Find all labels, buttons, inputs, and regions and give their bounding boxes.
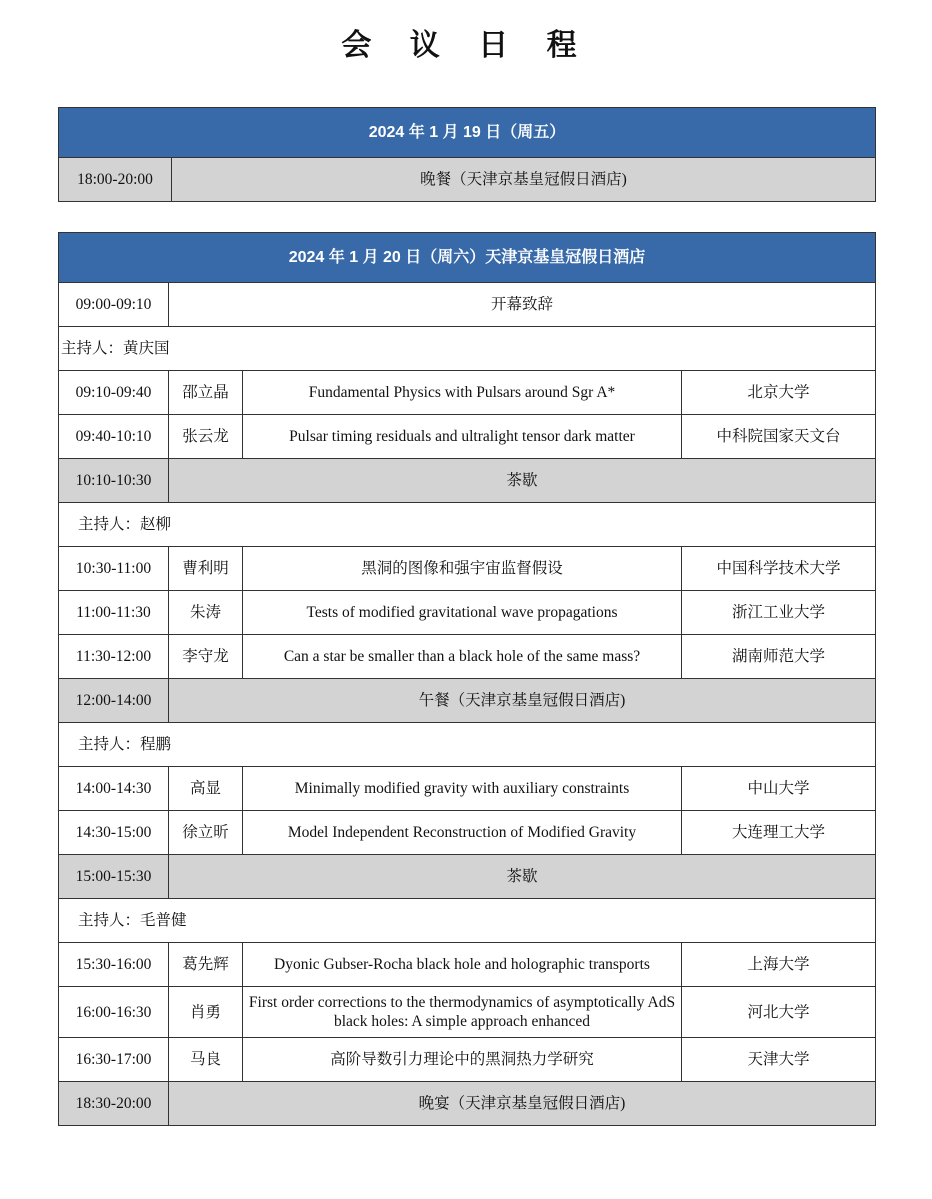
- talk-title: 黑洞的图像和强宇宙监督假设: [243, 547, 682, 591]
- break-row: [59, 1082, 876, 1126]
- session-host-row: [59, 503, 876, 547]
- break-row: [59, 459, 876, 503]
- session-host: 主持人：毛普健: [59, 899, 876, 943]
- time-slot: 18:00-20:00: [59, 158, 172, 202]
- break-row: [59, 855, 876, 899]
- talk-title: First order corrections to the thermodynamics of asymptotically AdS black holes: A simple approach enhanced: [243, 987, 682, 1038]
- day1-header: 2024 年 1 月 19 日（周五）: [59, 108, 876, 158]
- speaker-name: 张云龙: [169, 415, 243, 459]
- schedule-day1-table: [58, 107, 876, 202]
- time-slot: 16:00-16:30: [59, 987, 169, 1038]
- talk-row: [59, 591, 876, 635]
- time-slot: 10:30-11:00: [59, 547, 169, 591]
- event-name: 茶歇: [169, 855, 876, 899]
- speaker-name: 马良: [169, 1038, 243, 1082]
- affiliation: 浙江工业大学: [682, 591, 876, 635]
- affiliation: 中科院国家天文台: [682, 415, 876, 459]
- talk-row: [59, 635, 876, 679]
- talk-title: Tests of modified gravitational wave propagations: [243, 591, 682, 635]
- talk-row: [59, 987, 876, 1038]
- session-host: 主持人：黄庆国: [59, 327, 876, 371]
- speaker-name: 葛先辉: [169, 943, 243, 987]
- time-slot: 09:10-09:40: [59, 371, 169, 415]
- speaker-name: 徐立昕: [169, 811, 243, 855]
- talk-row: [59, 1038, 876, 1082]
- session-host-row: [59, 723, 876, 767]
- event-name: 晚餐（天津京基皇冠假日酒店): [172, 158, 876, 202]
- affiliation: 河北大学: [682, 987, 876, 1038]
- event-name: 开幕致辞: [169, 283, 876, 327]
- talk-title: Minimally modified gravity with auxiliary constraints: [243, 767, 682, 811]
- talk-row: [59, 767, 876, 811]
- time-slot: 11:30-12:00: [59, 635, 169, 679]
- time-slot: 12:00-14:00: [59, 679, 169, 723]
- talk-row: [59, 811, 876, 855]
- schedule-day2-table: [58, 232, 876, 1126]
- talk-row: [59, 943, 876, 987]
- affiliation: 上海大学: [682, 943, 876, 987]
- speaker-name: 邵立晶: [169, 371, 243, 415]
- event-name: 茶歇: [169, 459, 876, 503]
- time-slot: 09:00-09:10: [59, 283, 169, 327]
- time-slot: 18:30-20:00: [59, 1082, 169, 1126]
- time-slot: 15:30-16:00: [59, 943, 169, 987]
- affiliation: 中国科学技术大学: [682, 547, 876, 591]
- session-host-row: [59, 899, 876, 943]
- time-slot: 14:00-14:30: [59, 767, 169, 811]
- talk-row: [59, 415, 876, 459]
- break-row: [59, 158, 876, 202]
- affiliation: 中山大学: [682, 767, 876, 811]
- session-host-row: [59, 327, 876, 371]
- talk-title: Dyonic Gubser-Rocha black hole and holographic transports: [243, 943, 682, 987]
- time-slot: 09:40-10:10: [59, 415, 169, 459]
- speaker-name: 朱涛: [169, 591, 243, 635]
- break-row: [59, 679, 876, 723]
- time-slot: 11:00-11:30: [59, 591, 169, 635]
- time-slot: 16:30-17:00: [59, 1038, 169, 1082]
- event-name: 晚宴（天津京基皇冠假日酒店): [169, 1082, 876, 1126]
- affiliation: 大连理工大学: [682, 811, 876, 855]
- day2-header: 2024 年 1 月 20 日（周六）天津京基皇冠假日酒店: [59, 233, 876, 283]
- affiliation: 湖南师范大学: [682, 635, 876, 679]
- talk-row: [59, 547, 876, 591]
- event-row: [59, 283, 876, 327]
- page-title: 会 议 日 程: [341, 28, 591, 63]
- day-header-row: [59, 108, 876, 158]
- time-slot: 14:30-15:00: [59, 811, 169, 855]
- speaker-name: 曹利明: [169, 547, 243, 591]
- speaker-name: 肖勇: [169, 987, 243, 1038]
- time-slot: 15:00-15:30: [59, 855, 169, 899]
- talk-title: Pulsar timing residuals and ultralight tensor dark matter: [243, 415, 682, 459]
- time-slot: 10:10-10:30: [59, 459, 169, 503]
- talk-title: Fundamental Physics with Pulsars around Sgr A*: [243, 371, 682, 415]
- talk-title: 高阶导数引力理论中的黑洞热力学研究: [243, 1038, 682, 1082]
- talk-title: Model Independent Reconstruction of Modified Gravity: [243, 811, 682, 855]
- affiliation: 天津大学: [682, 1038, 876, 1082]
- speaker-name: 高显: [169, 767, 243, 811]
- speaker-name: 李守龙: [169, 635, 243, 679]
- talk-row: [59, 371, 876, 415]
- day-header-row: [59, 233, 876, 283]
- talk-title: Can a star be smaller than a black hole of the same mass?: [243, 635, 682, 679]
- session-host: 主持人：赵柳: [59, 503, 876, 547]
- session-host: 主持人：程鹏: [59, 723, 876, 767]
- affiliation: 北京大学: [682, 371, 876, 415]
- event-name: 午餐（天津京基皇冠假日酒店): [169, 679, 876, 723]
